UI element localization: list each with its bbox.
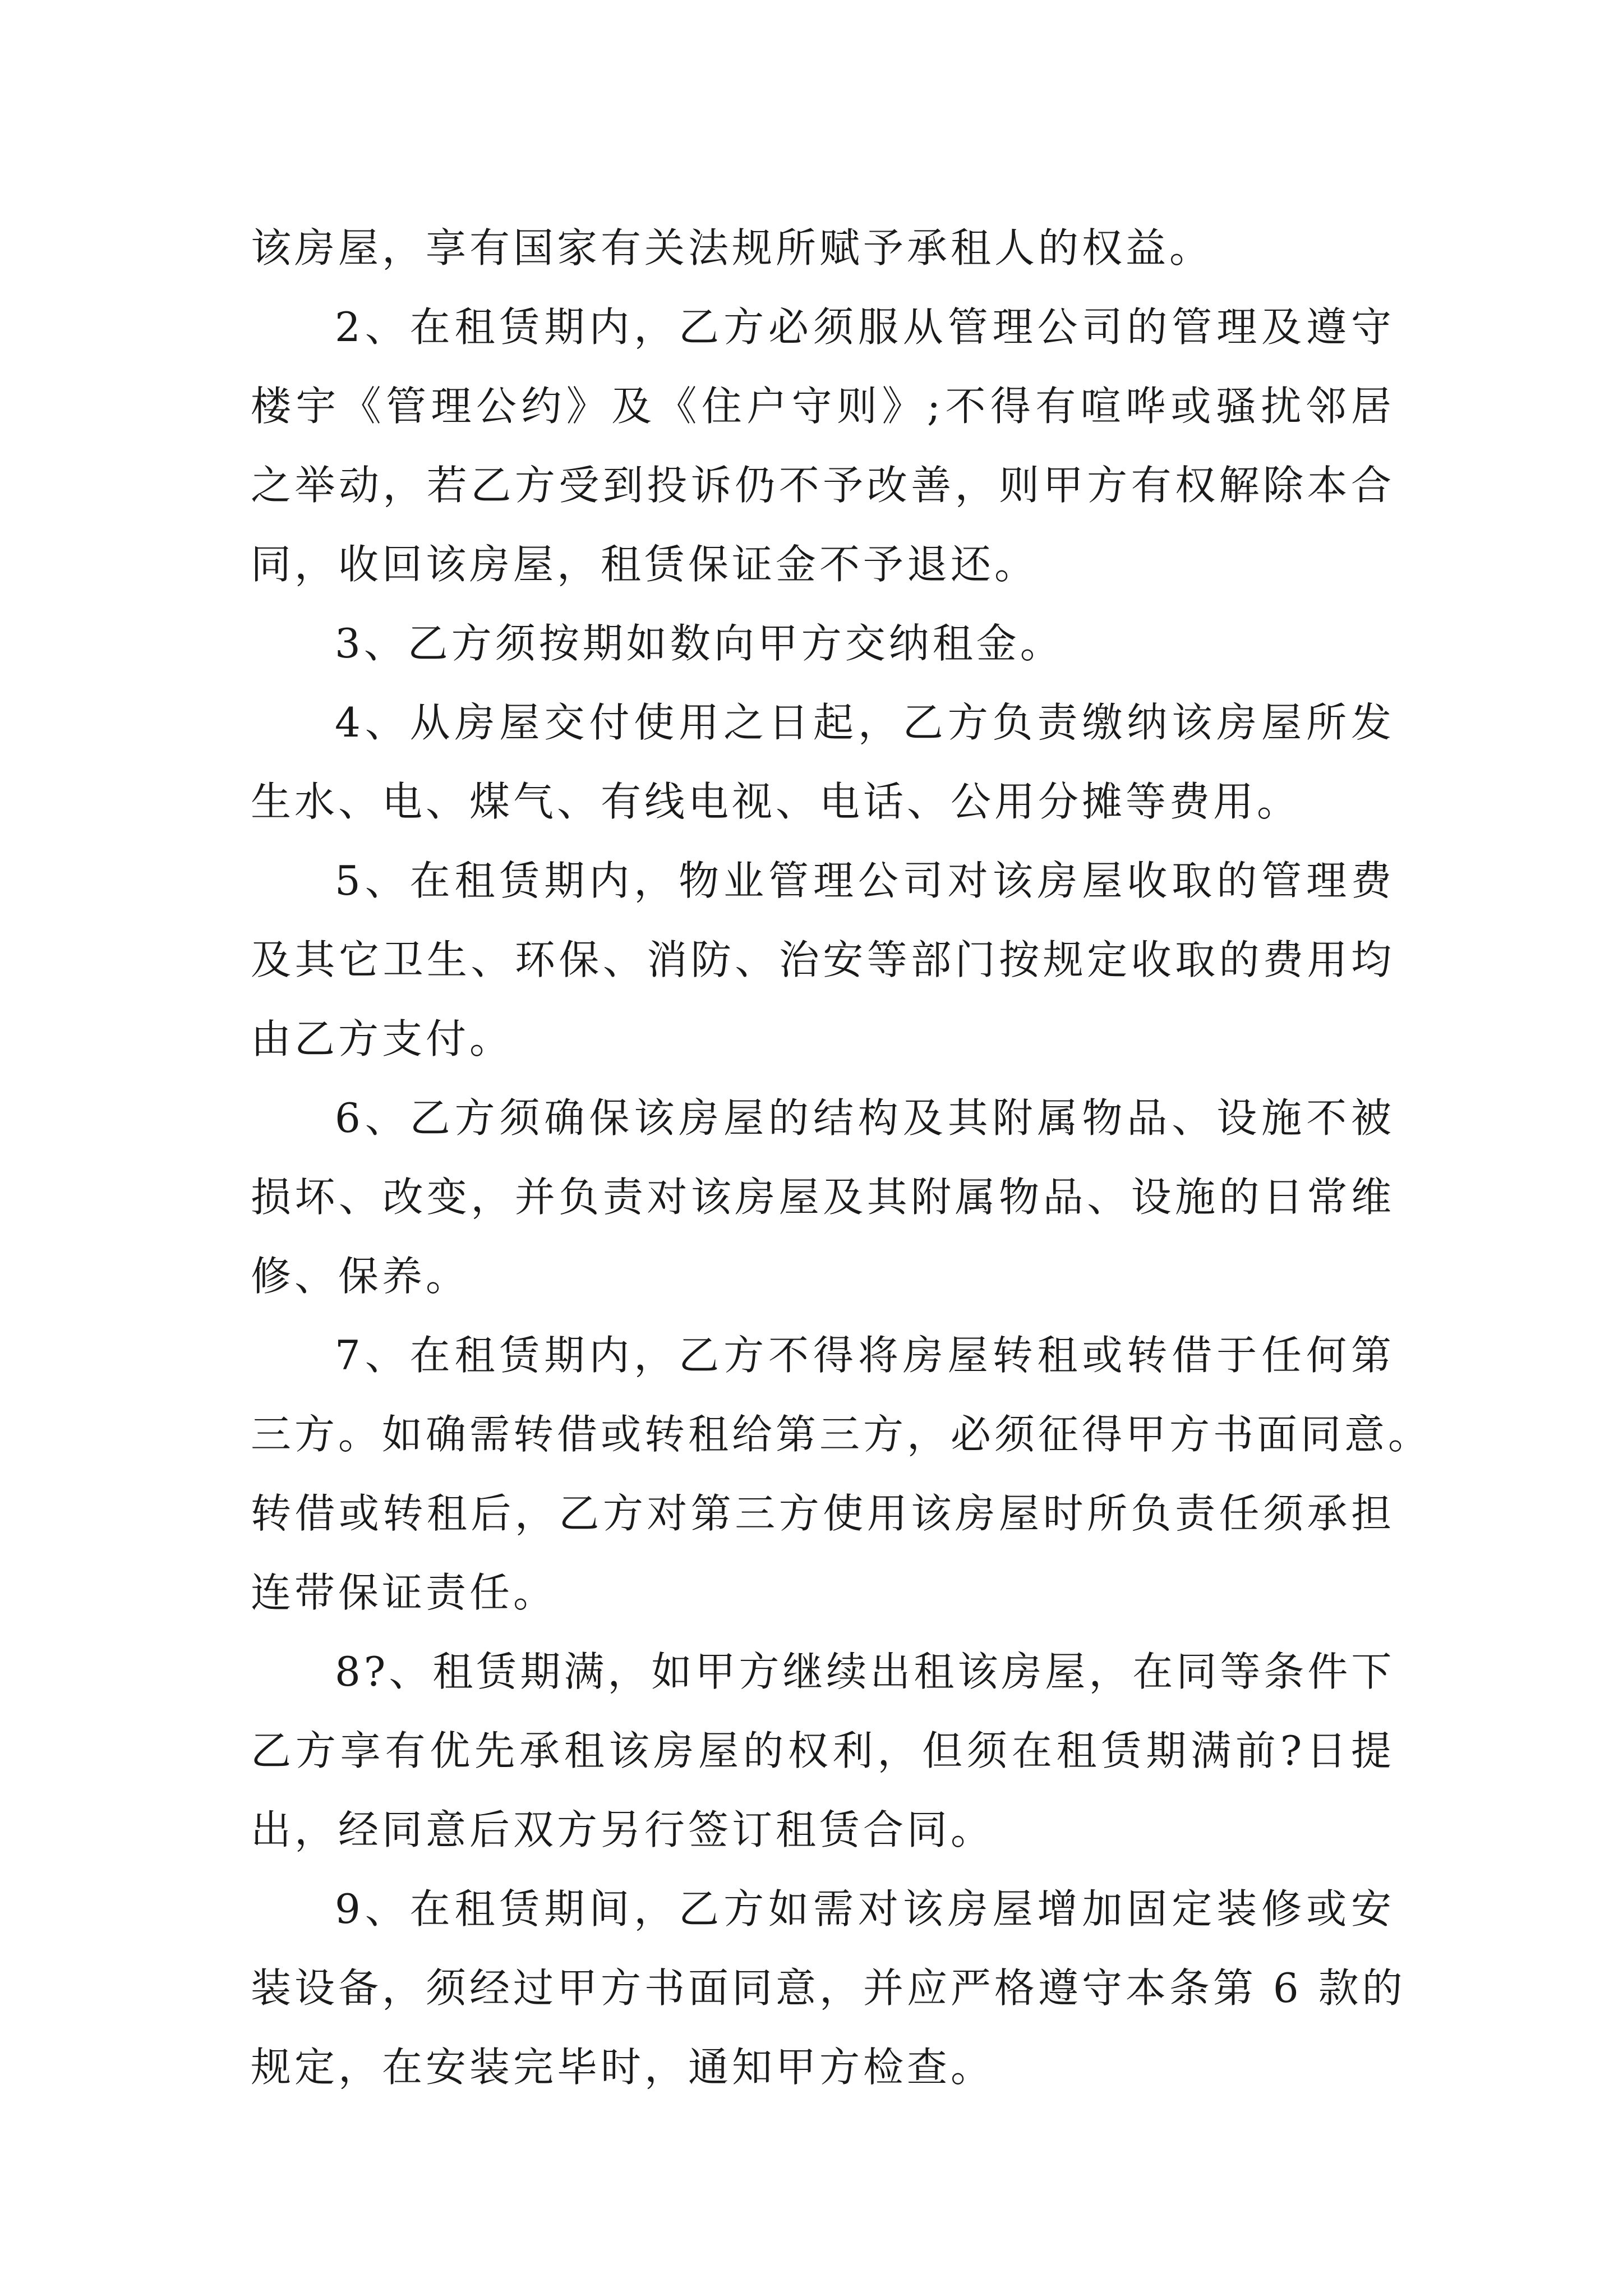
clause-6-line: 6、乙方须确保该房屋的结构及其附属物品、设施不被 <box>335 1094 1395 1142</box>
text-line: 及其它卫生、环保、消防、治安等部门按规定收取的费用均 <box>251 936 1395 983</box>
text-line: 乙方享有优先承租该房屋的权利，但须在租赁期满前?日提 <box>251 1727 1395 1774</box>
clause-5-line: 5、在租赁期内，物业管理公司对该房屋收取的管理费 <box>335 857 1395 904</box>
text-line: 生水、电、煤气、有线电视、电话、公用分摊等费用。 <box>251 778 1301 825</box>
text-line: 转借或转租后，乙方对第三方使用该房屋时所负责任须承担 <box>251 1490 1395 1537</box>
clause-3-line: 3、乙方须按期如数向甲方交纳租金。 <box>335 620 1064 667</box>
text-line: 楼宇《管理公约》及《住户守则》;不得有喧哗或骚扰邻居 <box>251 383 1395 430</box>
text-line: 之举动，若乙方受到投诉仍不予改善，则甲方有权解除本合 <box>251 462 1395 509</box>
text-line: 三方。如确需转借或转租给第三方，必须征得甲方书面同意。 <box>251 1411 1432 1458</box>
text-line: 该房屋，享有国家有关法规所赋予承租人的权益。 <box>251 224 1214 272</box>
text-line: 由乙方支付。 <box>251 1015 514 1062</box>
text-line: 连带保证责任。 <box>251 1569 557 1616</box>
text-line: 装设备，须经过甲方书面同意，并应严格遵守本条第 6 款的 <box>251 1964 1406 2012</box>
document-body <box>251 209 1432 2107</box>
text-line: 同，收回该房屋，租赁保证金不予退还。 <box>251 541 1039 588</box>
clause-4-line: 4、从房屋交付使用之日起，乙方负责缴纳该房屋所发 <box>335 699 1395 746</box>
text-line: 规定，在安装完毕时，通知甲方检查。 <box>251 2044 995 2091</box>
text-line: 修、保养。 <box>251 1253 470 1300</box>
clause-9-line: 9、在租赁期间，乙方如需对该房屋增加固定装修或安 <box>335 1885 1395 1932</box>
text-line: 出，经同意后双方另行签订租赁合同。 <box>251 1806 995 1853</box>
clause-2-line: 2、在租赁期内，乙方必须服从管理公司的管理及遵守 <box>335 303 1395 351</box>
text-line: 损坏、改变，并负责对该房屋及其附属物品、设施的日常维 <box>251 1174 1395 1221</box>
clause-8-line: 8?、租赁期满，如甲方继续出租该房屋，在同等条件下 <box>335 1648 1395 1695</box>
clause-7-line: 7、在租赁期内，乙方不得将房屋转租或转借于任何第 <box>335 1332 1395 1379</box>
